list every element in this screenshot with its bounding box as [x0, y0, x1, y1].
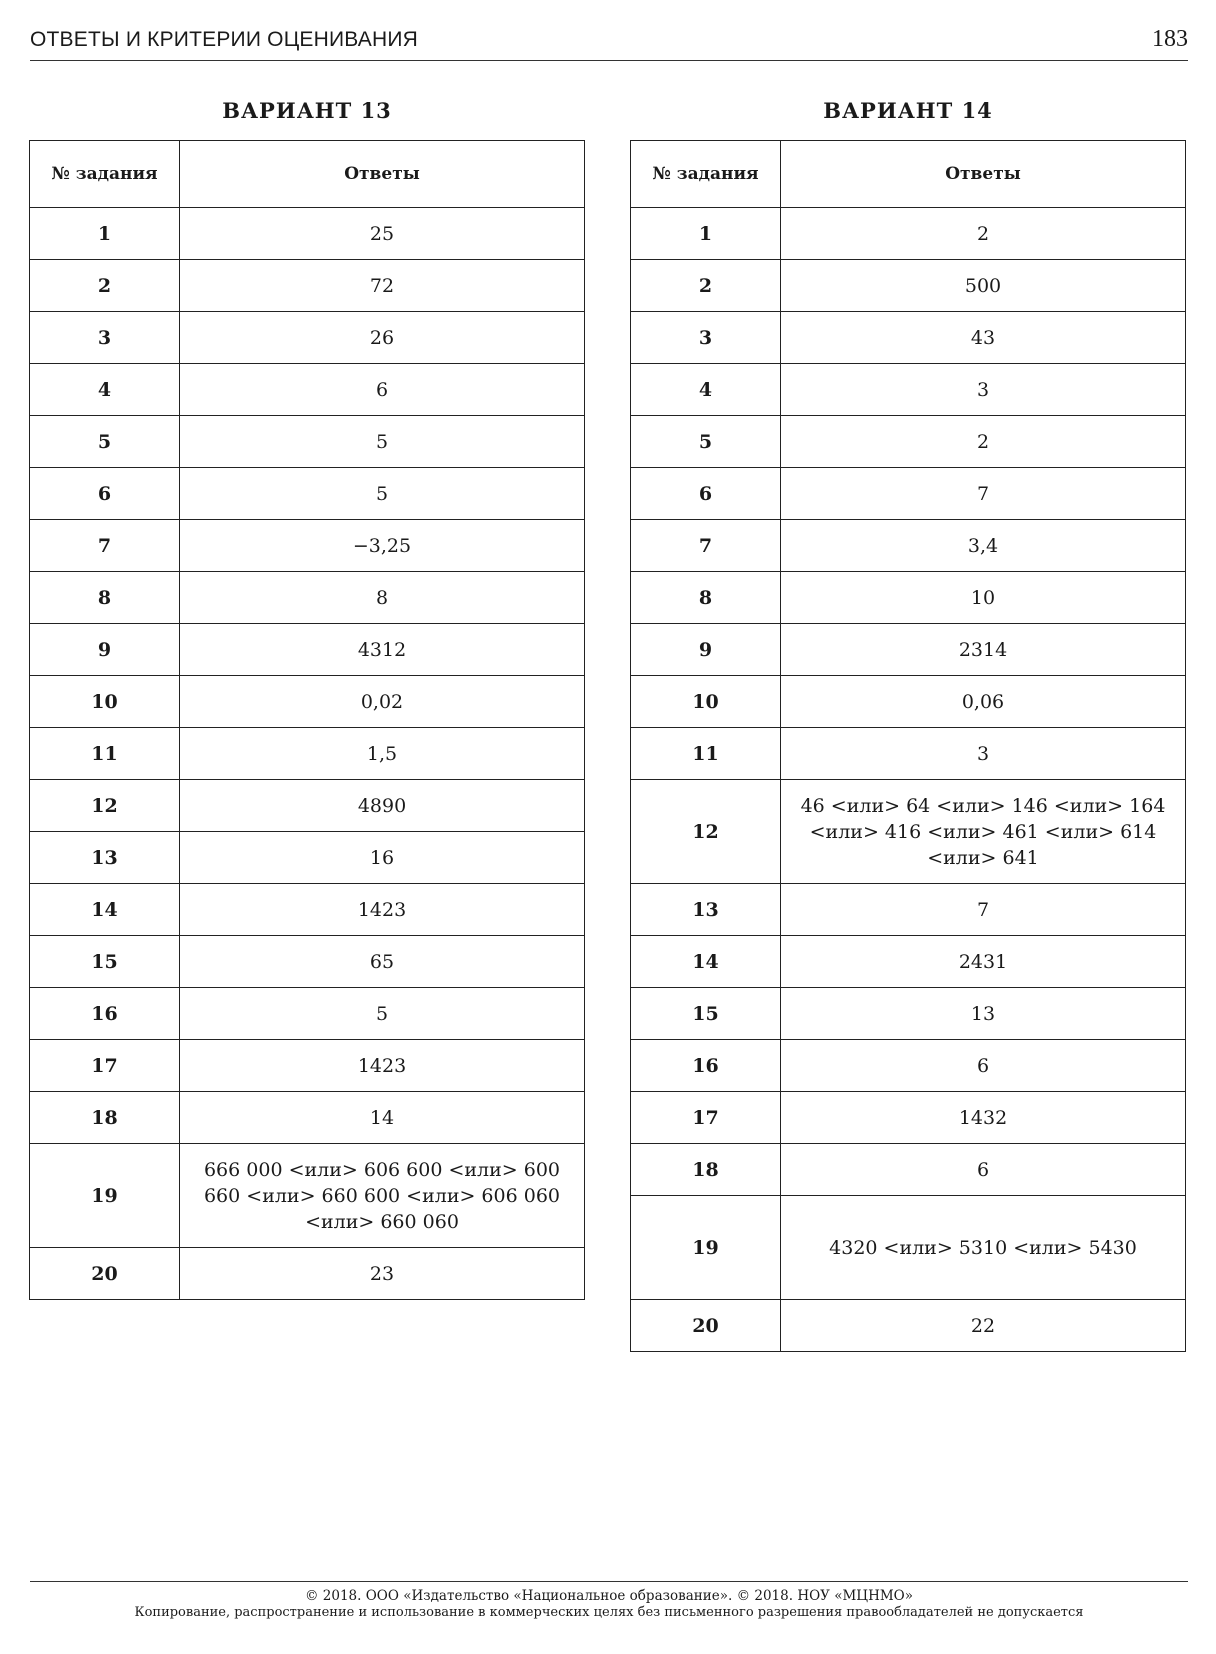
answer-cell: 7	[781, 884, 1186, 936]
task-number-cell: 4	[30, 364, 180, 416]
task-number-cell: 6	[631, 468, 781, 520]
column-header-answer: Ответы	[781, 141, 1186, 208]
table-row	[631, 728, 1186, 780]
table-row	[30, 1144, 585, 1248]
answer-cell: 8	[180, 572, 585, 624]
table-row	[631, 1196, 1186, 1300]
table-row	[631, 1092, 1186, 1144]
table-row	[30, 624, 585, 676]
table-header-row	[631, 141, 1186, 208]
table-row	[631, 208, 1186, 260]
answer-cell: 14	[180, 1092, 585, 1144]
page-footer	[30, 1581, 1188, 1620]
answer-cell: 65	[180, 936, 585, 988]
task-number-cell: 14	[30, 884, 180, 936]
answer-cell: 16	[180, 832, 585, 884]
task-number-cell: 16	[631, 1040, 781, 1092]
variant-13-rows	[30, 208, 585, 1300]
answer-cell: 72	[180, 260, 585, 312]
task-number-cell: 5	[30, 416, 180, 468]
table-row	[30, 884, 585, 936]
variant-14-title: ВАРИАНТ 14	[823, 98, 993, 123]
answer-cell: −3,25	[180, 520, 585, 572]
task-number-cell: 7	[30, 520, 180, 572]
answer-cell: 3	[781, 728, 1186, 780]
table-row	[30, 520, 585, 572]
task-number-cell: 15	[30, 936, 180, 988]
table-row	[30, 364, 585, 416]
table-row	[631, 624, 1186, 676]
table-row	[30, 1092, 585, 1144]
variant-13-title: ВАРИАНТ 13	[222, 98, 392, 123]
answer-cell: 22	[781, 1300, 1186, 1352]
task-number-cell: 6	[30, 468, 180, 520]
variant-13-section	[29, 98, 585, 1300]
task-number-cell: 10	[631, 676, 781, 728]
column-header-task: № задания	[631, 141, 781, 208]
answer-cell: 5	[180, 468, 585, 520]
answer-cell: 3	[781, 364, 1186, 416]
task-number-cell: 13	[631, 884, 781, 936]
answer-cell: 46 <или> 64 <или> 146 <или> 164 <или> 416 <или> 461 <или> 614 <или> 641	[781, 780, 1186, 884]
table-row	[631, 520, 1186, 572]
task-number-cell: 2	[631, 260, 781, 312]
column-header-task: № задания	[30, 141, 180, 208]
answer-cell: 6	[180, 364, 585, 416]
table-row	[30, 312, 585, 364]
answer-cell: 6	[781, 1040, 1186, 1092]
task-number-cell: 10	[30, 676, 180, 728]
table-row	[631, 936, 1186, 988]
answer-cell: 26	[180, 312, 585, 364]
header-title: ОТВЕТЫ И КРИТЕРИИ ОЦЕНИВАНИЯ	[30, 28, 419, 51]
answer-cell: 23	[180, 1248, 585, 1300]
answer-cell: 2431	[781, 936, 1186, 988]
copyright-line: © 2018. ООО «Издательство «Национальное образование». © 2018. НОУ «МЦНМО»	[305, 1588, 913, 1604]
table-row	[30, 832, 585, 884]
answer-cell: 5	[180, 416, 585, 468]
table-row	[30, 468, 585, 520]
table-row	[30, 676, 585, 728]
task-number-cell: 4	[631, 364, 781, 416]
table-row	[30, 780, 585, 832]
answer-cell: 25	[180, 208, 585, 260]
task-number-cell: 18	[631, 1144, 781, 1196]
task-number-cell: 7	[631, 520, 781, 572]
table-row	[631, 1300, 1186, 1352]
table-row	[631, 1144, 1186, 1196]
task-number-cell: 16	[30, 988, 180, 1040]
page-number: 183	[1152, 26, 1188, 52]
answer-cell: 4312	[180, 624, 585, 676]
table-row	[631, 1040, 1186, 1092]
task-number-cell: 12	[631, 780, 781, 884]
answer-cell: 4320 <или> 5310 <или> 5430	[781, 1196, 1186, 1300]
answer-cell: 3,4	[781, 520, 1186, 572]
page-header	[30, 24, 1188, 61]
table-row	[30, 572, 585, 624]
table-row	[631, 572, 1186, 624]
answer-cell: 5	[180, 988, 585, 1040]
answer-cell: 1423	[180, 1040, 585, 1092]
answer-cell: 43	[781, 312, 1186, 364]
table-row	[631, 468, 1186, 520]
task-number-cell: 13	[30, 832, 180, 884]
answer-cell: 0,06	[781, 676, 1186, 728]
table-row	[30, 1248, 585, 1300]
table-row	[631, 312, 1186, 364]
table-row	[631, 416, 1186, 468]
task-number-cell: 11	[30, 728, 180, 780]
table-row	[30, 936, 585, 988]
answer-cell: 10	[781, 572, 1186, 624]
answer-cell: 1423	[180, 884, 585, 936]
variant-14-section	[630, 98, 1186, 1352]
table-row	[631, 884, 1186, 936]
answer-cell: 2314	[781, 624, 1186, 676]
table-row	[631, 780, 1186, 884]
answer-cell: 13	[781, 988, 1186, 1040]
task-number-cell: 9	[30, 624, 180, 676]
table-row	[30, 988, 585, 1040]
task-number-cell: 1	[631, 208, 781, 260]
table-row	[30, 728, 585, 780]
variant-13-table	[29, 140, 585, 1300]
task-number-cell: 17	[30, 1040, 180, 1092]
answer-cell: 1,5	[180, 728, 585, 780]
task-number-cell: 3	[30, 312, 180, 364]
task-number-cell: 11	[631, 728, 781, 780]
task-number-cell: 19	[30, 1144, 180, 1248]
task-number-cell: 14	[631, 936, 781, 988]
answer-cell: 2	[781, 208, 1186, 260]
answer-cell: 0,02	[180, 676, 585, 728]
table-row	[30, 208, 585, 260]
variant-14-table	[630, 140, 1186, 1352]
answer-cell: 4890	[180, 780, 585, 832]
task-number-cell: 5	[631, 416, 781, 468]
table-row	[631, 988, 1186, 1040]
task-number-cell: 2	[30, 260, 180, 312]
answer-cell: 500	[781, 260, 1186, 312]
task-number-cell: 8	[631, 572, 781, 624]
answer-cell: 2	[781, 416, 1186, 468]
table-row	[30, 416, 585, 468]
table-row	[30, 260, 585, 312]
task-number-cell: 3	[631, 312, 781, 364]
answer-cell: 6	[781, 1144, 1186, 1196]
column-header-answer: Ответы	[180, 141, 585, 208]
usage-notice: Копирование, распространение и использование в коммерческих целях без письменного разрешения правообладателей не допускается	[134, 1605, 1084, 1620]
answer-cell: 1432	[781, 1092, 1186, 1144]
task-number-cell: 19	[631, 1196, 781, 1300]
task-number-cell: 17	[631, 1092, 781, 1144]
table-row	[631, 676, 1186, 728]
task-number-cell: 8	[30, 572, 180, 624]
task-number-cell: 1	[30, 208, 180, 260]
task-number-cell: 15	[631, 988, 781, 1040]
table-row	[631, 364, 1186, 416]
task-number-cell: 9	[631, 624, 781, 676]
task-number-cell: 18	[30, 1092, 180, 1144]
variant-14-rows	[631, 208, 1186, 1352]
answer-cell: 666 000 <или> 606 600 <или> 600 660 <или> 660 600 <или> 606 060 <или> 660 060	[180, 1144, 585, 1248]
answer-cell: 7	[781, 468, 1186, 520]
table-row	[30, 1040, 585, 1092]
task-number-cell: 12	[30, 780, 180, 832]
table-row	[631, 260, 1186, 312]
table-header-row	[30, 141, 585, 208]
task-number-cell: 20	[30, 1248, 180, 1300]
task-number-cell: 20	[631, 1300, 781, 1352]
